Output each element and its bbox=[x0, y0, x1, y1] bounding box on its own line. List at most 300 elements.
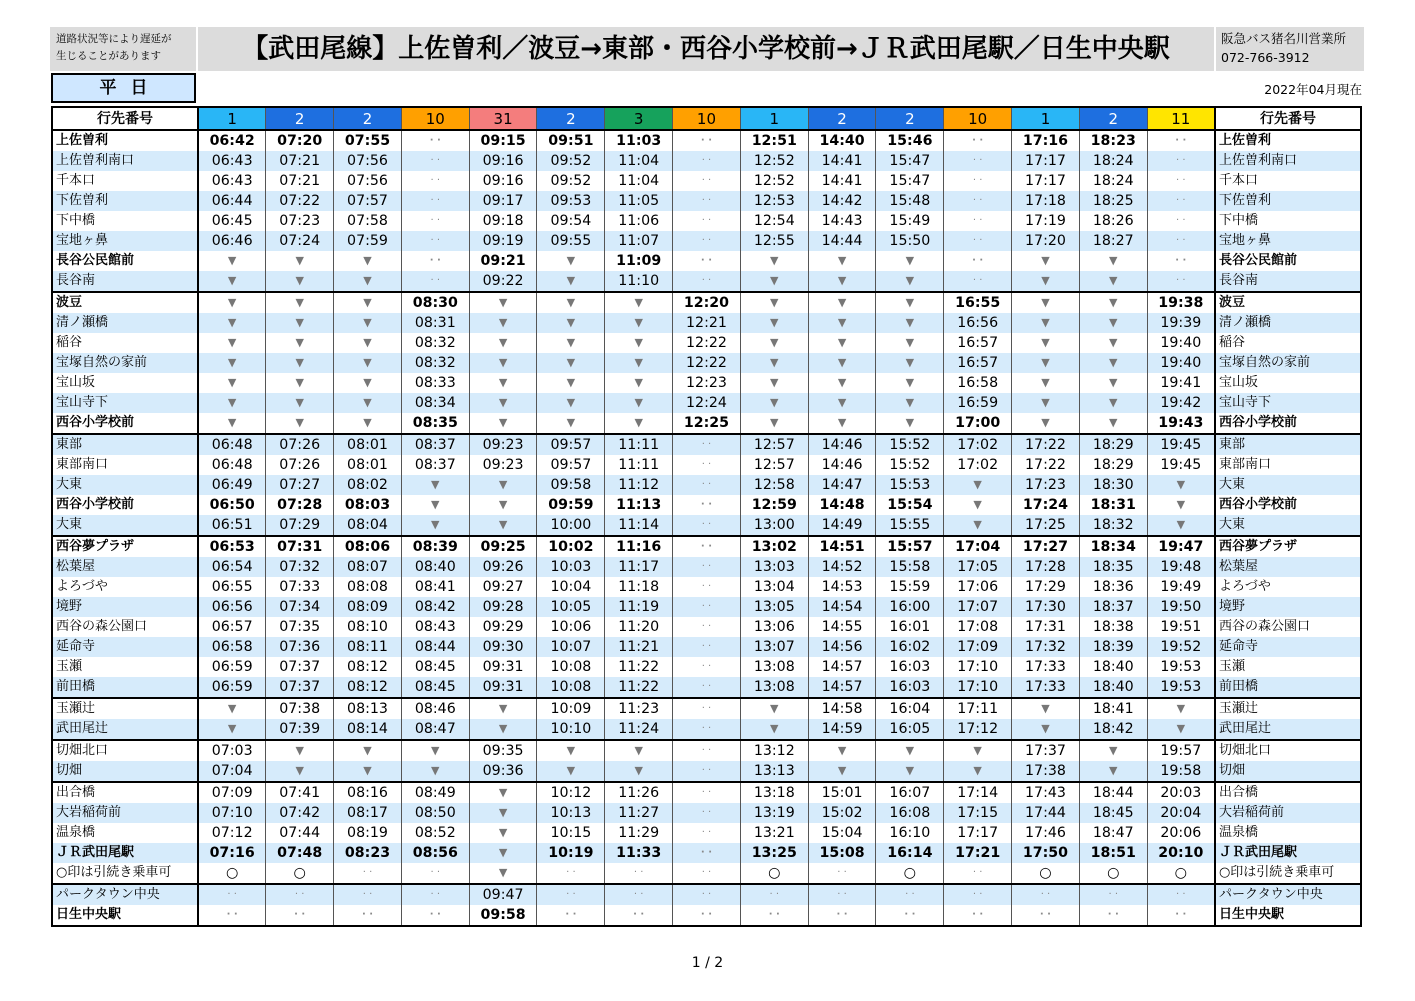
time-cell: 13:21 bbox=[740, 823, 808, 843]
time-cell: 18:36 bbox=[1079, 577, 1147, 597]
time-cell: 20:03 bbox=[1147, 782, 1215, 803]
time-cell: 09:53 bbox=[537, 191, 605, 211]
time-cell: ○ bbox=[198, 863, 266, 884]
time-cell: · · bbox=[401, 905, 469, 926]
time-cell: ○ bbox=[740, 863, 808, 884]
time-cell: 15:50 bbox=[876, 231, 944, 251]
time-cell: 08:31 bbox=[401, 313, 469, 333]
time-cell: 15:48 bbox=[876, 191, 944, 211]
time-cell: ▼ bbox=[808, 292, 876, 313]
time-cell: 17:50 bbox=[1012, 843, 1080, 863]
time-cell: ▼ bbox=[876, 761, 944, 782]
time-cell: 11:26 bbox=[605, 782, 673, 803]
time-cell: 12:53 bbox=[740, 191, 808, 211]
time-cell: 07:21 bbox=[266, 171, 334, 191]
stop-name: 延命寺 bbox=[52, 637, 198, 657]
time-cell: 13:25 bbox=[740, 843, 808, 863]
time-cell: · · bbox=[673, 597, 741, 617]
time-cell: · · bbox=[944, 151, 1012, 171]
time-cell: ▼ bbox=[740, 719, 808, 740]
stop-name-right: 西谷夢プラザ bbox=[1215, 536, 1361, 557]
time-cell: ▼ bbox=[334, 413, 402, 434]
time-cell: ▼ bbox=[198, 313, 266, 333]
time-cell: ▼ bbox=[1147, 719, 1215, 740]
time-cell: ▼ bbox=[334, 353, 402, 373]
time-cell: ▼ bbox=[808, 740, 876, 761]
time-cell: 17:11 bbox=[944, 698, 1012, 719]
stop-row bbox=[52, 905, 1361, 926]
time-cell: ▼ bbox=[198, 353, 266, 373]
time-cell: 09:55 bbox=[537, 231, 605, 251]
time-cell: 15:55 bbox=[876, 515, 944, 536]
time-cell: 09:26 bbox=[469, 557, 537, 577]
time-cell: ▼ bbox=[198, 292, 266, 313]
time-cell: · · bbox=[673, 884, 741, 905]
route-number-cell: 3 bbox=[605, 107, 673, 130]
stop-name-right: 大東 bbox=[1215, 515, 1361, 536]
time-cell: 14:51 bbox=[808, 536, 876, 557]
time-cell: 13:04 bbox=[740, 577, 808, 597]
time-cell: · · bbox=[673, 637, 741, 657]
route-number-cell: 31 bbox=[469, 107, 537, 130]
time-cell: 08:37 bbox=[401, 455, 469, 475]
time-cell: · · bbox=[673, 495, 741, 515]
time-cell: ▼ bbox=[469, 698, 537, 719]
stop-name: 出合橋 bbox=[52, 782, 198, 803]
time-cell: 09:31 bbox=[469, 677, 537, 698]
time-cell: 09:51 bbox=[537, 130, 605, 151]
time-cell: ▼ bbox=[944, 761, 1012, 782]
time-cell: · · bbox=[944, 130, 1012, 151]
time-cell: 18:45 bbox=[1079, 803, 1147, 823]
time-cell: · · bbox=[673, 151, 741, 171]
time-cell: 06:56 bbox=[198, 597, 266, 617]
time-cell: ▼ bbox=[266, 761, 334, 782]
time-cell: 08:35 bbox=[401, 413, 469, 434]
time-cell: 07:57 bbox=[334, 191, 402, 211]
time-cell: 07:44 bbox=[266, 823, 334, 843]
time-cell: ▼ bbox=[876, 413, 944, 434]
time-cell: ▼ bbox=[469, 495, 537, 515]
time-cell: 11:04 bbox=[605, 171, 673, 191]
time-cell: · · bbox=[673, 782, 741, 803]
time-cell: · · bbox=[605, 884, 673, 905]
delay-notice-line2: 生じることがあります bbox=[56, 50, 161, 62]
time-cell: 17:33 bbox=[1012, 677, 1080, 698]
time-cell: 08:12 bbox=[334, 657, 402, 677]
time-cell: 16:02 bbox=[876, 637, 944, 657]
time-cell: 13:12 bbox=[740, 740, 808, 761]
time-cell: · · bbox=[401, 231, 469, 251]
stop-name-right: ○印は引続き乗車可 bbox=[1215, 863, 1361, 884]
time-cell: 06:59 bbox=[198, 677, 266, 698]
time-cell: 14:57 bbox=[808, 657, 876, 677]
time-cell: ▼ bbox=[1012, 373, 1080, 393]
time-cell: 07:56 bbox=[334, 151, 402, 171]
time-cell: 07:37 bbox=[266, 677, 334, 698]
time-cell: ▼ bbox=[266, 393, 334, 413]
time-cell: 16:56 bbox=[944, 313, 1012, 333]
time-cell: 17:17 bbox=[944, 823, 1012, 843]
stop-name: 下佐曽利 bbox=[52, 191, 198, 211]
time-cell: · · bbox=[673, 677, 741, 698]
time-cell: 07:03 bbox=[198, 740, 266, 761]
time-cell: 07:09 bbox=[198, 782, 266, 803]
time-cell: 17:15 bbox=[944, 803, 1012, 823]
time-cell: · · bbox=[673, 251, 741, 271]
time-cell: 12:22 bbox=[673, 353, 741, 373]
time-cell: 13:08 bbox=[740, 657, 808, 677]
time-cell: ○ bbox=[1147, 863, 1215, 884]
time-cell: ▼ bbox=[605, 333, 673, 353]
time-cell: 19:57 bbox=[1147, 740, 1215, 761]
time-cell: 17:37 bbox=[1012, 740, 1080, 761]
time-cell: 10:08 bbox=[537, 657, 605, 677]
time-cell: ▼ bbox=[198, 413, 266, 434]
route-number-row bbox=[52, 107, 1361, 130]
time-cell: 07:56 bbox=[334, 171, 402, 191]
time-cell: ▼ bbox=[1079, 413, 1147, 434]
stop-name: 日生中央駅 bbox=[56, 907, 122, 922]
time-cell: 16:59 bbox=[944, 393, 1012, 413]
time-cell: 08:52 bbox=[401, 823, 469, 843]
time-cell: ▼ bbox=[808, 271, 876, 292]
time-cell: 11:14 bbox=[605, 515, 673, 536]
time-cell: 15:58 bbox=[876, 557, 944, 577]
time-cell: 15:53 bbox=[876, 475, 944, 495]
time-cell: 08:02 bbox=[334, 475, 402, 495]
time-cell: 09:52 bbox=[537, 171, 605, 191]
time-cell: 09:36 bbox=[469, 761, 537, 782]
route-number-cell: 2 bbox=[537, 107, 605, 130]
stop-row bbox=[52, 677, 1361, 698]
stop-name: 温泉橋 bbox=[56, 825, 96, 840]
time-cell: · · bbox=[334, 863, 402, 884]
time-cell: ▼ bbox=[198, 333, 266, 353]
time-cell: 17:32 bbox=[1012, 637, 1080, 657]
time-cell: 07:59 bbox=[334, 231, 402, 251]
time-cell: · · bbox=[673, 211, 741, 231]
time-cell: · · bbox=[1079, 905, 1147, 926]
time-cell: 09:52 bbox=[537, 151, 605, 171]
stop-name-right: 長谷南 bbox=[1215, 271, 1361, 292]
time-cell: 17:30 bbox=[1012, 597, 1080, 617]
time-cell: 17:43 bbox=[1012, 782, 1080, 803]
time-cell: · · bbox=[673, 843, 741, 863]
time-cell: · · bbox=[1147, 191, 1215, 211]
stop-row bbox=[52, 231, 1361, 251]
time-cell: 08:45 bbox=[401, 677, 469, 698]
time-cell: 08:07 bbox=[334, 557, 402, 577]
time-cell: · · bbox=[673, 803, 741, 823]
time-cell: ▼ bbox=[401, 740, 469, 761]
time-cell: ▼ bbox=[605, 373, 673, 393]
time-cell: ▼ bbox=[944, 475, 1012, 495]
time-cell: 09:58 bbox=[469, 905, 537, 926]
time-cell: ▼ bbox=[1012, 393, 1080, 413]
time-cell: 15:49 bbox=[876, 211, 944, 231]
stop-row bbox=[52, 782, 1361, 803]
time-cell: 10:04 bbox=[537, 577, 605, 597]
time-cell: 11:21 bbox=[605, 637, 673, 657]
time-cell: 08:41 bbox=[401, 577, 469, 597]
time-cell: 19:58 bbox=[1147, 761, 1215, 782]
time-cell: · · bbox=[673, 905, 741, 926]
time-cell: ▼ bbox=[334, 740, 402, 761]
stop-row bbox=[52, 698, 1361, 719]
time-cell: 18:32 bbox=[1079, 515, 1147, 536]
time-cell: 17:14 bbox=[944, 782, 1012, 803]
time-cell: 17:06 bbox=[944, 577, 1012, 597]
stop-name: ○印は引続き乗車可 bbox=[56, 865, 172, 880]
time-cell: · · bbox=[673, 171, 741, 191]
time-cell: 16:58 bbox=[944, 373, 1012, 393]
time-cell: 11:20 bbox=[605, 617, 673, 637]
time-cell: 17:09 bbox=[944, 637, 1012, 657]
time-cell: ▼ bbox=[605, 292, 673, 313]
stop-row bbox=[52, 536, 1361, 557]
time-cell: 11:11 bbox=[605, 434, 673, 455]
stop-name: 前田橋 bbox=[52, 677, 198, 698]
time-cell: 10:13 bbox=[537, 803, 605, 823]
stop-row bbox=[52, 884, 1361, 905]
time-cell: 14:43 bbox=[808, 211, 876, 231]
stop-name: 境野 bbox=[52, 597, 198, 617]
time-cell: 18:29 bbox=[1079, 434, 1147, 455]
time-cell: 20:10 bbox=[1147, 843, 1215, 863]
time-cell: 10:00 bbox=[537, 515, 605, 536]
time-cell: 11:05 bbox=[605, 191, 673, 211]
time-cell: 14:58 bbox=[808, 698, 876, 719]
time-cell: · · bbox=[944, 171, 1012, 191]
time-cell: ▼ bbox=[334, 373, 402, 393]
time-cell: 07:41 bbox=[266, 782, 334, 803]
time-cell: 17:10 bbox=[944, 677, 1012, 698]
time-cell: 08:10 bbox=[334, 617, 402, 637]
time-cell: 08:43 bbox=[401, 617, 469, 637]
stop-row bbox=[52, 761, 1361, 782]
time-cell: · · bbox=[944, 251, 1012, 271]
stop-name-right: パークタウン中央 bbox=[1215, 884, 1361, 905]
time-cell: 18:23 bbox=[1079, 130, 1147, 151]
time-cell: · · bbox=[673, 823, 741, 843]
time-cell: 08:11 bbox=[334, 637, 402, 657]
time-cell: · · bbox=[266, 884, 334, 905]
time-cell: 12:58 bbox=[740, 475, 808, 495]
time-cell: 07:24 bbox=[266, 231, 334, 251]
time-cell: 11:16 bbox=[605, 536, 673, 557]
stop-name: よろづや bbox=[56, 579, 108, 594]
time-cell: 07:55 bbox=[334, 130, 402, 151]
time-cell: ▼ bbox=[401, 495, 469, 515]
time-cell: ▼ bbox=[1147, 698, 1215, 719]
time-cell: 06:48 bbox=[198, 434, 266, 455]
time-cell: · · bbox=[876, 905, 944, 926]
stop-name: 宝山坂 bbox=[56, 375, 96, 390]
time-cell: 07:26 bbox=[266, 434, 334, 455]
time-cell: 07:39 bbox=[266, 719, 334, 740]
time-cell: ▼ bbox=[740, 413, 808, 434]
time-cell: ▼ bbox=[537, 251, 605, 271]
time-cell: ▼ bbox=[876, 353, 944, 373]
time-cell: 15:46 bbox=[876, 130, 944, 151]
stop-name-right: 玉瀬辻 bbox=[1215, 698, 1361, 719]
stop-row bbox=[52, 577, 1361, 597]
time-cell: · · bbox=[401, 271, 469, 292]
time-cell: 19:40 bbox=[1147, 353, 1215, 373]
time-cell: 18:26 bbox=[1079, 211, 1147, 231]
time-cell: 18:42 bbox=[1079, 719, 1147, 740]
time-cell: ○ bbox=[876, 863, 944, 884]
time-cell: · · bbox=[401, 251, 469, 271]
time-cell: 17:25 bbox=[1012, 515, 1080, 536]
stop-name: 稲谷 bbox=[56, 335, 83, 350]
time-cell: 08:37 bbox=[401, 434, 469, 455]
time-cell: ▼ bbox=[1147, 515, 1215, 536]
time-cell: ▼ bbox=[469, 719, 537, 740]
stop-name-right: よろづや bbox=[1215, 577, 1361, 597]
stop-row bbox=[52, 251, 1361, 271]
time-cell: · · bbox=[537, 905, 605, 926]
time-cell: 08:34 bbox=[401, 393, 469, 413]
time-cell: 17:44 bbox=[1012, 803, 1080, 823]
time-cell: ▼ bbox=[537, 413, 605, 434]
time-cell: 09:23 bbox=[469, 434, 537, 455]
time-cell: 07:27 bbox=[266, 475, 334, 495]
time-cell: 19:45 bbox=[1147, 434, 1215, 455]
stop-name-right: 宝地ヶ鼻 bbox=[1215, 231, 1361, 251]
time-cell: ▼ bbox=[1079, 373, 1147, 393]
stop-name-right: 松葉屋 bbox=[1215, 557, 1361, 577]
time-cell: ▼ bbox=[1012, 719, 1080, 740]
time-cell: 14:55 bbox=[808, 617, 876, 637]
time-cell: ▼ bbox=[469, 803, 537, 823]
time-cell: 08:01 bbox=[334, 434, 402, 455]
time-cell: 08:19 bbox=[334, 823, 402, 843]
time-cell: 08:33 bbox=[401, 373, 469, 393]
stop-name: 玉瀬 bbox=[56, 659, 83, 674]
time-cell: 07:42 bbox=[266, 803, 334, 823]
time-cell: 15:52 bbox=[876, 455, 944, 475]
time-cell: 17:31 bbox=[1012, 617, 1080, 637]
time-cell: ▼ bbox=[334, 271, 402, 292]
time-cell: 07:58 bbox=[334, 211, 402, 231]
time-cell: 11:12 bbox=[605, 475, 673, 495]
route-number-cell: 2 bbox=[876, 107, 944, 130]
time-cell: · · bbox=[944, 863, 1012, 884]
time-cell: 07:26 bbox=[266, 455, 334, 475]
time-cell: 11:22 bbox=[605, 677, 673, 698]
time-cell: 18:38 bbox=[1079, 617, 1147, 637]
time-cell: ▼ bbox=[1079, 393, 1147, 413]
time-cell: · · bbox=[808, 905, 876, 926]
stop-row bbox=[52, 740, 1361, 761]
time-cell: · · bbox=[401, 151, 469, 171]
time-cell: 09:35 bbox=[469, 740, 537, 761]
time-cell: · · bbox=[266, 905, 334, 926]
time-cell: 11:27 bbox=[605, 803, 673, 823]
time-cell: ▼ bbox=[537, 761, 605, 782]
stop-name-right: 西谷の森公園口 bbox=[1215, 617, 1361, 637]
time-cell: · · bbox=[1079, 884, 1147, 905]
time-cell: ▼ bbox=[605, 353, 673, 373]
stop-row bbox=[52, 393, 1361, 413]
time-cell: ▼ bbox=[334, 393, 402, 413]
time-cell: 08:23 bbox=[334, 843, 402, 863]
time-cell: 12:25 bbox=[673, 413, 741, 434]
time-cell: 17:00 bbox=[944, 413, 1012, 434]
time-cell: 16:57 bbox=[944, 333, 1012, 353]
time-cell: · · bbox=[673, 698, 741, 719]
time-cell: 07:04 bbox=[198, 761, 266, 782]
time-cell: 19:52 bbox=[1147, 637, 1215, 657]
stop-name-right: 日生中央駅 bbox=[1215, 905, 1361, 926]
time-cell: 19:48 bbox=[1147, 557, 1215, 577]
time-cell: 08:39 bbox=[401, 536, 469, 557]
time-cell: 06:55 bbox=[198, 577, 266, 597]
time-cell: 08:13 bbox=[334, 698, 402, 719]
time-cell: ▼ bbox=[198, 251, 266, 271]
time-cell: 17:21 bbox=[944, 843, 1012, 863]
time-cell: 11:22 bbox=[605, 657, 673, 677]
time-cell: 16:04 bbox=[876, 698, 944, 719]
time-cell: ▼ bbox=[1012, 313, 1080, 333]
time-cell: 17:02 bbox=[944, 434, 1012, 455]
time-cell: 09:31 bbox=[469, 657, 537, 677]
time-cell: ▼ bbox=[876, 740, 944, 761]
time-cell: 08:16 bbox=[334, 782, 402, 803]
time-cell: 11:11 bbox=[605, 455, 673, 475]
time-cell: 06:54 bbox=[198, 557, 266, 577]
stop-name: 玉瀬辻 bbox=[52, 698, 198, 719]
time-cell: ▼ bbox=[808, 393, 876, 413]
stop-name-right: 宝塚自然の家前 bbox=[1215, 353, 1361, 373]
time-cell: 15:47 bbox=[876, 151, 944, 171]
time-cell: · · bbox=[1147, 884, 1215, 905]
time-cell: ▼ bbox=[1079, 271, 1147, 292]
time-cell: 14:41 bbox=[808, 151, 876, 171]
time-cell: 13:18 bbox=[740, 782, 808, 803]
time-cell: 09:30 bbox=[469, 637, 537, 657]
time-cell: ▼ bbox=[1012, 271, 1080, 292]
time-cell: · · bbox=[673, 617, 741, 637]
time-cell: ▼ bbox=[740, 292, 808, 313]
time-cell: 09:28 bbox=[469, 597, 537, 617]
time-cell: 09:57 bbox=[537, 455, 605, 475]
time-cell: 06:44 bbox=[198, 191, 266, 211]
time-cell: 09:18 bbox=[469, 211, 537, 231]
time-cell: 17:28 bbox=[1012, 557, 1080, 577]
time-cell: ▼ bbox=[266, 271, 334, 292]
time-cell: ▼ bbox=[876, 292, 944, 313]
time-cell: 13:03 bbox=[740, 557, 808, 577]
stop-name-right: 東部南口 bbox=[1215, 455, 1361, 475]
time-cell: 18:51 bbox=[1079, 843, 1147, 863]
stop-row bbox=[52, 353, 1361, 373]
time-cell: 08:09 bbox=[334, 597, 402, 617]
time-cell: 12:59 bbox=[740, 495, 808, 515]
stop-name: ＪＲ武田尾駅 bbox=[52, 843, 198, 863]
time-cell: 07:31 bbox=[266, 536, 334, 557]
stop-name: 切畑北口 bbox=[52, 740, 198, 761]
time-cell: 11:09 bbox=[605, 251, 673, 271]
stop-row bbox=[52, 151, 1361, 171]
time-cell: 06:57 bbox=[198, 617, 266, 637]
time-cell: 11:13 bbox=[605, 495, 673, 515]
time-cell: ▼ bbox=[469, 782, 537, 803]
time-cell: ▼ bbox=[266, 251, 334, 271]
route-number-cell: 10 bbox=[673, 107, 741, 130]
